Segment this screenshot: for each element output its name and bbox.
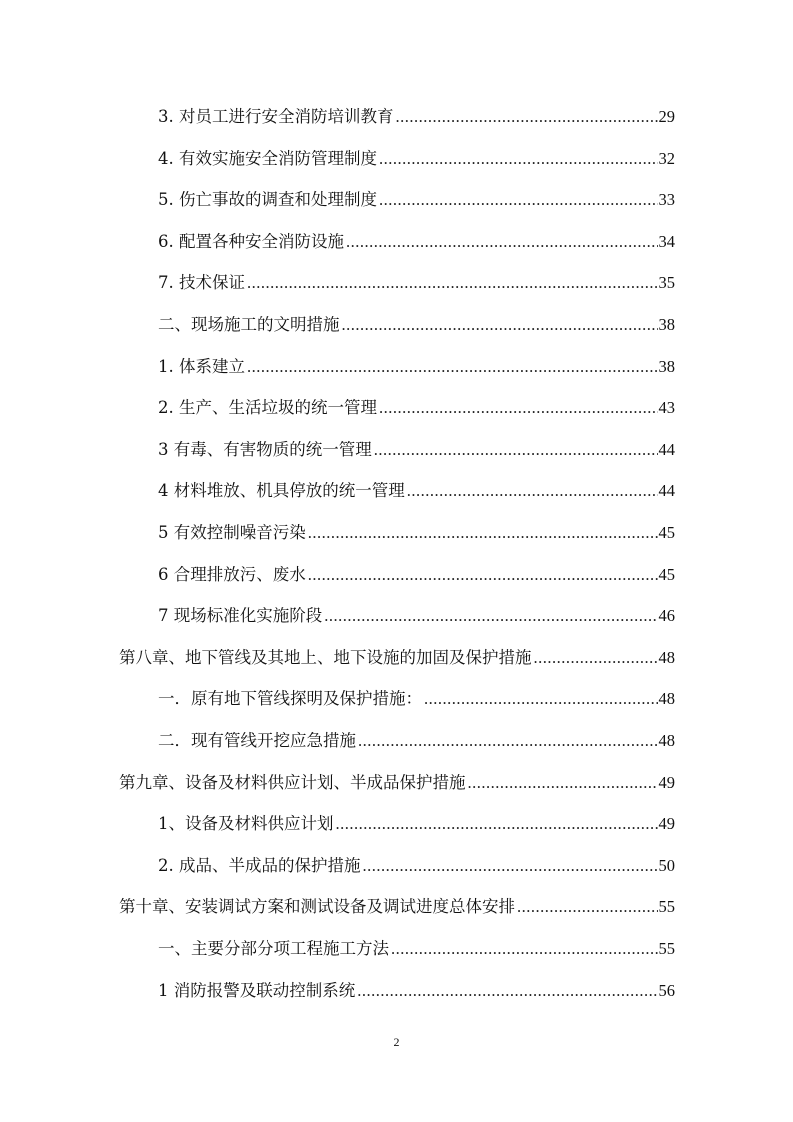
dot-leader xyxy=(379,188,658,212)
toc-entry[interactable] xyxy=(158,604,675,628)
toc-entry-page: 43 xyxy=(658,398,675,418)
dot-leader xyxy=(247,271,658,295)
dot-leader xyxy=(336,812,658,836)
toc-entry-page: 35 xyxy=(658,273,675,293)
toc-entry-page: 44 xyxy=(658,439,675,459)
toc-entry-page: 56 xyxy=(658,980,675,1000)
page-number: 2 xyxy=(393,1035,400,1049)
toc-entry-page: 55 xyxy=(658,897,675,917)
dot-leader xyxy=(308,563,658,587)
dot-leader xyxy=(358,729,658,753)
toc-entry-title: 4. 有效实施安全消防管理制度 xyxy=(158,148,377,168)
toc-entry[interactable] xyxy=(158,147,675,171)
toc-entry-title: 5 有效控制噪音污染 xyxy=(158,523,306,542)
toc-entry-page: 49 xyxy=(658,814,675,834)
toc-entry-title: 1. 体系建立 xyxy=(158,356,245,376)
toc-entry[interactable] xyxy=(158,521,675,545)
toc-chapter-entry[interactable] xyxy=(119,771,675,795)
dot-leader xyxy=(468,771,658,795)
dot-leader xyxy=(517,895,658,919)
dot-leader xyxy=(308,521,658,545)
toc-entry[interactable] xyxy=(158,188,675,212)
dot-leader xyxy=(342,313,658,337)
toc-chapter-entry[interactable] xyxy=(119,646,675,670)
dot-leader xyxy=(396,105,658,129)
toc-entry[interactable] xyxy=(158,729,675,753)
toc-entry-title: 2. 成品、半成品的保护措施 xyxy=(158,855,361,875)
toc-entry[interactable] xyxy=(158,479,675,503)
toc-entry-title: 1 消防报警及联动控制系统 xyxy=(158,980,356,1000)
toc-entry-title: 7 现场标准化实施阶段 xyxy=(158,606,323,626)
toc-entry[interactable] xyxy=(158,687,675,711)
toc-entry-title: 一．原有地下管线探明及保护措施： xyxy=(158,689,422,709)
toc-entry-title: 2. 生产、生活垃圾的统一管理 xyxy=(158,398,377,418)
toc-entry-title: 第十章、安装调试方案和测试设备及调试进度总体安排 xyxy=(119,897,515,917)
toc-entry[interactable] xyxy=(158,438,675,462)
toc-entry-page: 38 xyxy=(658,315,675,334)
dot-leader xyxy=(391,937,658,961)
toc-entry[interactable] xyxy=(158,271,675,295)
toc-entry-title: 1、设备及材料供应计划 xyxy=(158,814,334,834)
dot-leader xyxy=(374,438,658,462)
dot-leader xyxy=(357,979,657,1003)
toc-chapter-entry[interactable] xyxy=(119,895,675,919)
toc-entry[interactable] xyxy=(158,105,675,129)
toc-entry-page: 48 xyxy=(658,689,675,709)
toc-entry-title: 5. 伤亡事故的调查和处理制度 xyxy=(158,190,377,210)
toc-entry[interactable] xyxy=(158,979,675,1003)
toc-entry-title: 二、现场施工的文明措施 xyxy=(158,315,340,334)
dot-leader xyxy=(346,230,658,254)
toc-entry[interactable] xyxy=(158,313,675,337)
toc-entry-title: 4 材料堆放、机具停放的统一管理 xyxy=(158,481,405,501)
dot-leader xyxy=(379,147,658,171)
toc-entry-page: 48 xyxy=(658,731,675,750)
dot-leader xyxy=(424,687,658,711)
toc-entry[interactable] xyxy=(158,812,675,836)
toc-entry-title: 3 有毒、有害物质的统一管理 xyxy=(158,439,372,459)
toc-entry-title: 二．现有管线开挖应急措施 xyxy=(158,731,356,750)
toc-entry-page: 34 xyxy=(658,231,675,251)
toc-entry-title: 第九章、设备及材料供应计划、半成品保护措施 xyxy=(119,772,466,792)
toc-entry-page: 29 xyxy=(658,107,675,126)
toc-entry-title: 3. 对员工进行安全消防培训教育 xyxy=(158,107,394,126)
toc-entry-page: 32 xyxy=(658,148,675,168)
toc-entry[interactable] xyxy=(158,230,675,254)
toc-entry-page: 44 xyxy=(658,481,675,501)
toc-entry-title: 第八章、地下管线及其地上、地下设施的加固及保护措施 xyxy=(119,647,532,667)
toc-entry[interactable] xyxy=(158,937,675,961)
toc-entry-page: 48 xyxy=(658,647,675,667)
toc-entry-page: 45 xyxy=(658,523,675,542)
dot-leader xyxy=(379,396,658,420)
toc-entry[interactable] xyxy=(158,355,675,379)
toc-entry-page: 33 xyxy=(658,190,675,210)
dot-leader xyxy=(324,604,657,628)
toc-entry-page: 38 xyxy=(658,356,675,376)
toc-entry-page: 50 xyxy=(658,855,675,875)
toc-entry-title: 7. 技术保证 xyxy=(158,273,245,293)
toc-entry-page: 45 xyxy=(658,564,675,584)
toc-entry-page: 46 xyxy=(658,606,675,626)
toc-entry[interactable] xyxy=(158,396,675,420)
toc-entry[interactable] xyxy=(158,854,675,878)
dot-leader xyxy=(407,479,658,503)
dot-leader xyxy=(363,854,658,878)
dot-leader xyxy=(534,646,658,670)
toc-entry[interactable] xyxy=(158,563,675,587)
toc-entry-title: 6. 配置各种安全消防设施 xyxy=(158,231,344,251)
dot-leader xyxy=(247,355,658,379)
toc-entry-title: 6 合理排放污、废水 xyxy=(158,564,306,584)
toc-entry-title: 一、主要分部分项工程施工方法 xyxy=(158,939,389,958)
toc-entry-page: 49 xyxy=(658,772,675,792)
toc-entry-page: 55 xyxy=(658,939,675,958)
